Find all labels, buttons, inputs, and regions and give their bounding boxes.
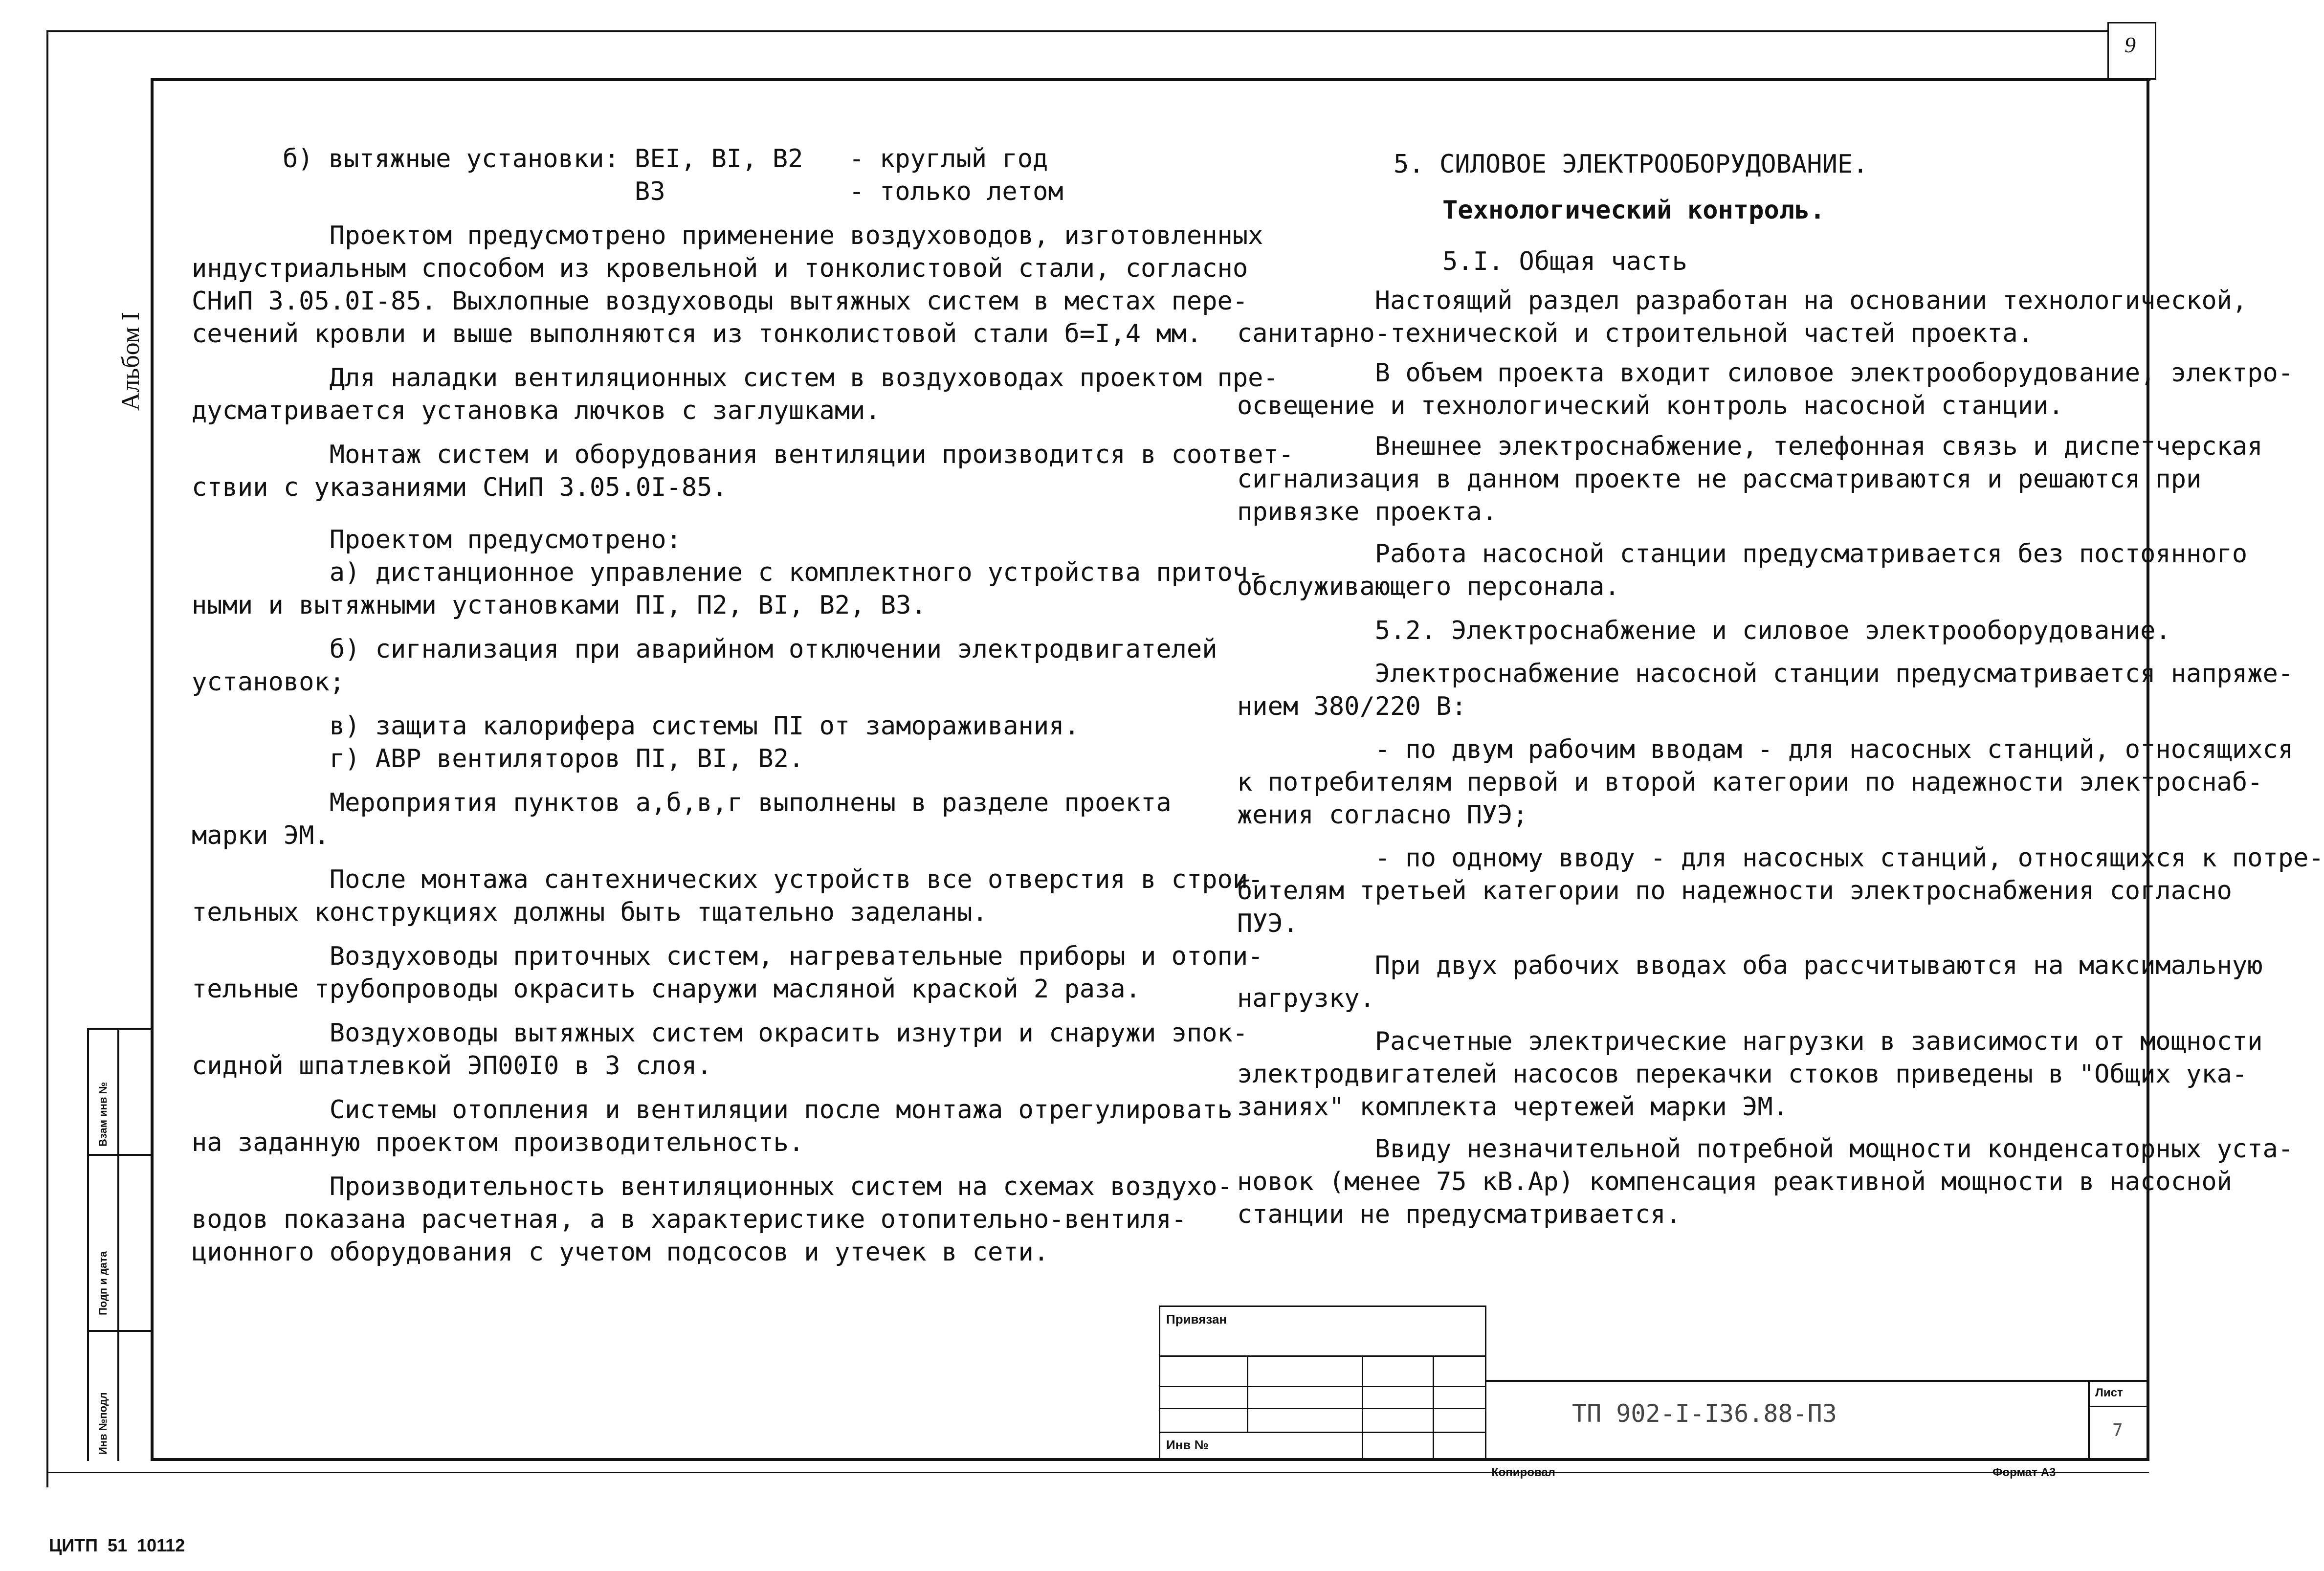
left-line: водов показана расчетная, а в характеристике отопительно-вентиля- [192,1205,1187,1234]
side-stamp-divider-1 [87,1154,152,1156]
outer-bottom-line [46,1472,2149,1473]
left-line: Монтаж систем и оборудования вентиляции производится в соответ- [192,440,1294,469]
right-line: освещение и технологический контроль насосной станции. [1237,391,2064,420]
right-line: Работа насосной станции предусматривается без постоянного [1237,539,2248,569]
frame-bottom-line [151,1458,2149,1461]
page-number: 9 [2125,32,2136,57]
side-stamp-inv-podl: Инв №подл [97,1392,109,1455]
side-stamp-vzam-inv: Взам инв № [97,1082,109,1147]
left-line: Воздуховоды вытяжных систем окрасить изнутри и снаружи эпок- [192,1018,1248,1048]
left-line: на заданную проектом производительность. [192,1128,804,1157]
side-stamp-inner-line [117,1028,119,1461]
left-line: Системы отопления и вентиляции после монтажа отрегулировать [192,1095,1233,1125]
right-line: обслуживающего персонала. [1237,572,1620,601]
stamp-hline-1 [1159,1355,1486,1357]
stamp-hline-2 [1159,1386,1486,1387]
right-line: Электроснабжение насосной станции предусматривается напряже- [1237,659,2294,688]
left-line: ционного оборудования с учетом подсосов и утечек в сети. [192,1238,1049,1267]
frame-top-line [151,78,2150,81]
left-line: дусматривается установка лючков с заглушками. [192,396,881,425]
right-line: Внешнее электроснабжение, телефонная связь и диспетчерская [1237,432,2263,461]
frame-left-line [151,78,154,1461]
right-line: Ввиду незначительной потребной мощности конденсаторных уста- [1237,1134,2294,1164]
left-line: тельных конструкциях должны быть тщательно заделаны. [192,898,988,927]
left-line: марки ЭМ. [192,821,330,850]
right-line: бителям третьей категории по надежности электроснабжения согласно [1237,876,2232,906]
section-subheading: Технологический контроль. [1442,196,1825,225]
list-number: 7 [2112,1420,2123,1440]
left-line: После монтажа сантехнических устройств все отверстия в строи- [192,865,1263,894]
inv-no-label: Инв № [1166,1438,1209,1452]
right-line: заниях" комплекта чертежей марки ЭМ. [1237,1092,1789,1122]
right-line: - по двум рабочим вводам - для насосных станций, относящихся [1237,735,2294,764]
left-line: а) дистанционное управление с комплектного устройства приточ- [192,558,1263,587]
right-line: новок (менее 75 кВ.Ар) компенсация реактивной мощности в насосной [1237,1167,2232,1196]
left-line: индустриальным способом из кровельной и тонколистовой стали, согласно [192,254,1248,283]
right-line: электродвигателей насосов перекачки стоков приведены в "Общих ука- [1237,1060,2248,1089]
footer-code: ЦИТП 51 10112 [49,1535,185,1555]
side-stamp-divider-2 [87,1330,152,1332]
right-line: Расчетные электрические нагрузки в зависимости от мощности [1237,1027,2263,1056]
stamp-vline-2 [1362,1355,1363,1461]
kopiroval-label: Копировал [1491,1466,1555,1479]
list-label: Лист [2095,1386,2123,1399]
right-line: нагрузку. [1237,984,1375,1013]
left-line: Воздуховоды приточных систем, нагревательные приборы и отопи- [192,942,1263,971]
format-label: Формат А3 [1992,1466,2056,1479]
right-line: В объем проекта входит силовое электрооборудование, электро- [1237,358,2294,388]
list-hline [2088,1406,2149,1407]
side-stamp-left-line [87,1028,89,1461]
subsection-heading: 5.I. Общая часть [1442,247,1687,276]
right-line: ПУЭ. [1237,909,1299,938]
right-line: При двух рабочих вводах оба рассчитываются на максимальную [1237,951,2263,980]
left-line: ствии с указаниями СНиП 3.05.0I-85. [192,473,728,502]
left-line: тельные трубопроводы окрасить снаружи масляной краской 2 раза. [192,974,1141,1004]
right-line: 5.2. Электроснабжение и силовое электрооборудование. [1237,616,2171,645]
left-line: ными и вытяжными установками ПI, П2, BI, B2, B3. [192,591,927,620]
stamp-vline-3 [1433,1355,1434,1461]
right-line: к потребителям первой и второй категории по надежности электроснаб- [1237,768,2263,797]
left-line: сечений кровли и выше выполняются из тонколистовой стали б=I,4 мм. [192,319,1202,349]
left-line: СНиП 3.05.0I-85. Выхлопные воздуховоды вытяжных систем в местах пере- [192,287,1248,316]
left-line: B3 - только летом [283,177,1063,206]
stamp-hline-4 [1159,1432,1486,1433]
album-label: Альбом I [117,312,145,411]
right-line: - по одному вводу - для насосных станций, относящихся к потре- [1237,843,2324,873]
right-line: нием 380/220 В: [1237,692,1467,721]
right-line: сигнализация в данном проекте не рассматриваются и решаются при [1237,465,2202,494]
side-stamp-podp-data: Подп и дата [97,1251,109,1315]
stamp-vline-1 [1247,1355,1248,1432]
list-vline [2088,1380,2090,1461]
left-line: б) вытяжные установки: BEI, BI, B2 - круглый год [283,144,1048,174]
left-line: в) защита калорифера системы ПI от замораживания. [192,711,1080,741]
document-designation: ТП 902-I-I36.88-ПЗ [1572,1399,1837,1428]
outer-top-line [46,30,2107,32]
left-line: установок; [192,667,345,697]
left-line: Для наладки вентиляционных систем в воздуховодах проектом пре- [192,363,1279,393]
privyazan-label: Привязан [1166,1312,1227,1327]
right-line: привязке проекта. [1237,497,1498,527]
side-stamp-top [87,1028,152,1030]
left-line: сидной шпатлевкой ЭП00I0 в 3 слоя. [192,1051,712,1081]
left-line: б) сигнализация при аварийном отключении электродвигателей [192,635,1217,664]
right-line: санитарно-технической и строительной частей проекта. [1237,319,2033,348]
left-line: Мероприятия пунктов а,б,в,г выполнены в разделе проекта [192,788,1172,818]
right-line: Настоящий раздел разработан на основании технологической, [1237,286,2248,315]
right-line: жения согласно ПУЭ; [1237,800,1528,830]
right-line: станции не предусматривается. [1237,1200,1681,1229]
designation-top-line [1486,1380,2149,1382]
stamp-hline-3 [1159,1408,1486,1409]
left-line: Производительность вентиляционных систем на схемах воздухо- [192,1172,1233,1201]
left-line: Проектом предусмотрено: [192,525,682,554]
section-heading: 5. СИЛОВОЕ ЭЛЕКТРООБОРУДОВАНИЕ. [1394,150,1868,179]
outer-left-line [46,30,48,1487]
left-line: г) АВР вентиляторов ПI, BI, B2. [192,744,804,774]
left-line: Проектом предусмотрено применение воздуховодов, изготовленных [192,221,1263,250]
